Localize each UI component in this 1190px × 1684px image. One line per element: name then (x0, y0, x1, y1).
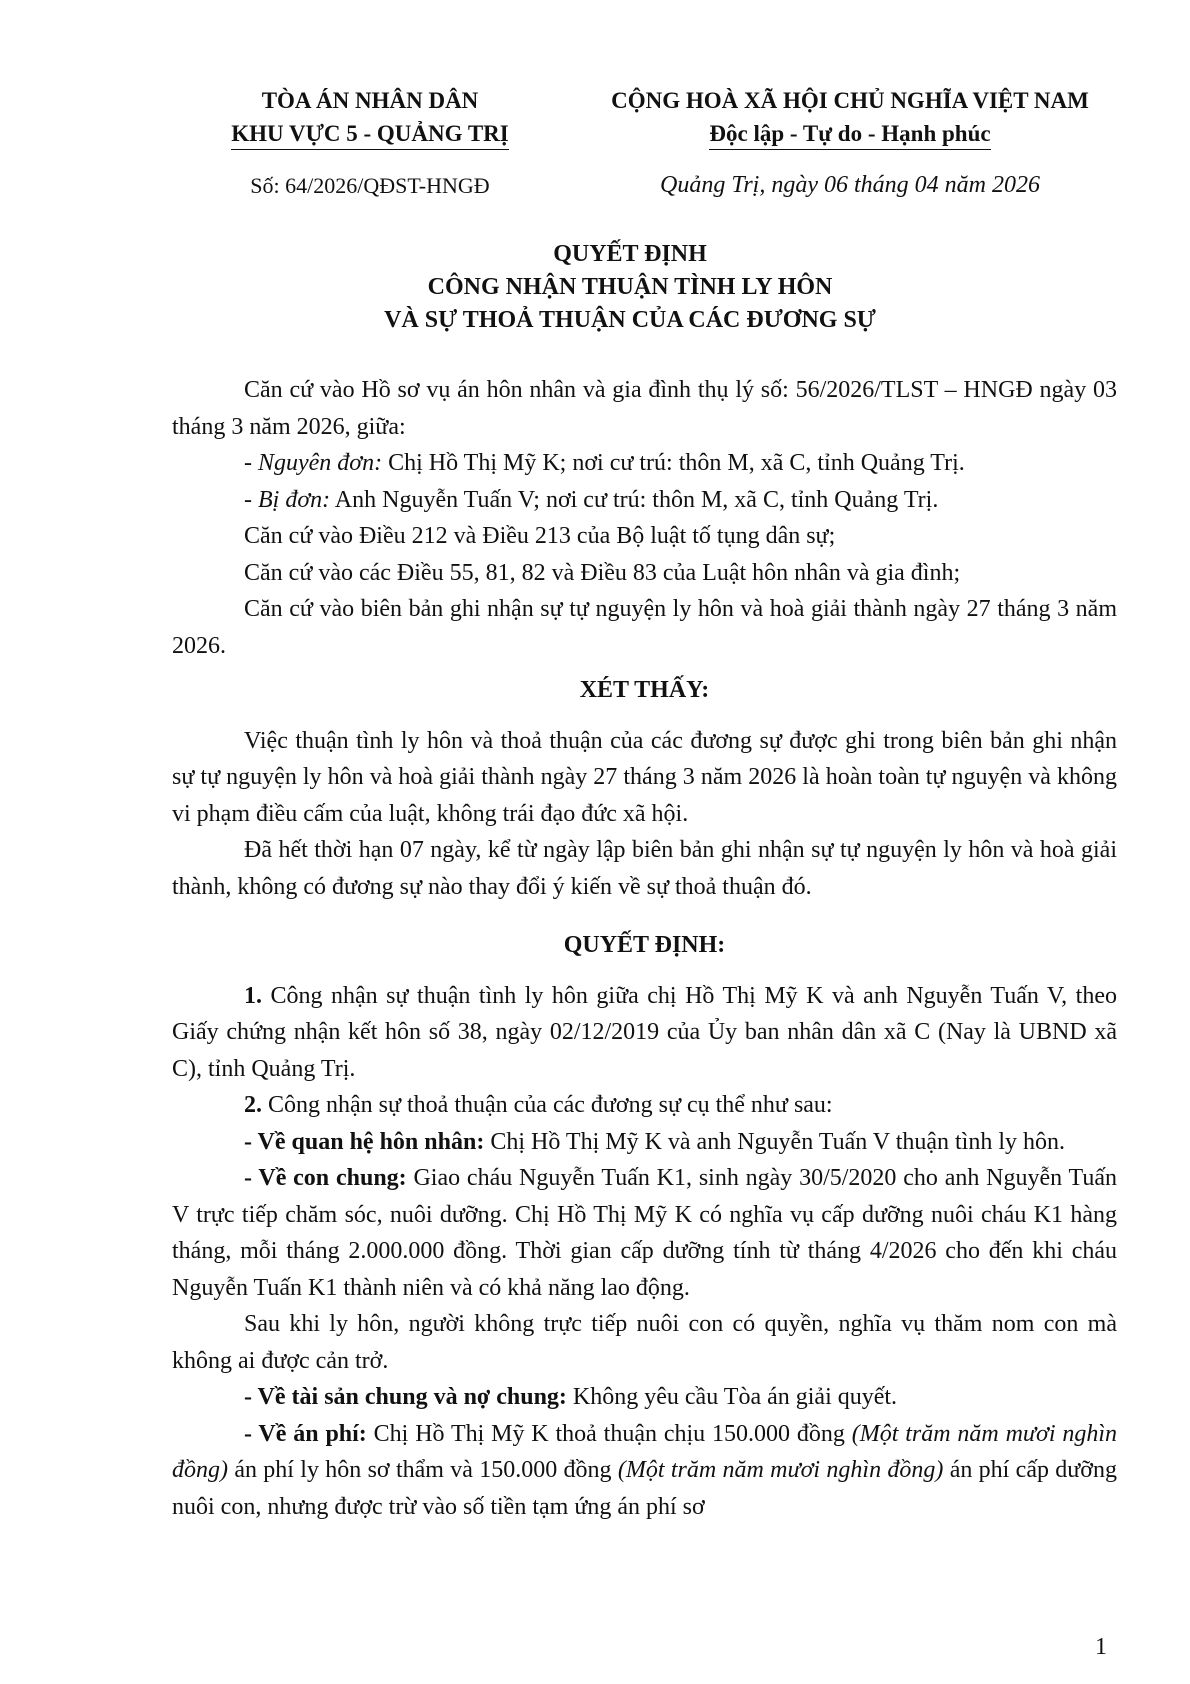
decision-item-2 (172, 1087, 1117, 1124)
court-region: KHU VỰC 5 - QUẢNG TRỊ (231, 119, 509, 150)
document-number: Số: 64/2026/QĐST-HNGĐ (250, 173, 490, 198)
page-number: 1 (1095, 1634, 1107, 1660)
defendant-line (172, 482, 1117, 519)
item-1-number: 1. (244, 982, 262, 1009)
court-name: TÒA ÁN NHÂN DÂN (261, 88, 479, 113)
property-clause (172, 1379, 1117, 1416)
basis-paragraph-3: Căn cứ vào các Điều 55, 81, 82 và Điều 83 của Luật hôn nhân và gia đình; (244, 559, 961, 586)
court-header (185, 84, 555, 150)
marriage-clause (172, 1124, 1117, 1161)
plaintiff-text: Chị Hồ Thị Mỹ K; nơi cư trú: thôn M, xã C, tỉnh Quảng Trị. (382, 450, 965, 476)
marriage-label: - Về quan hệ hôn nhân: (244, 1128, 485, 1155)
findings-paragraph-1: Việc thuận tình ly hôn và thoả thuận của các đương sự được ghi trong biên bản ghi nhận sự tự nguyện ly hôn và hoà giải thành ngày 27 tháng 3 năm 2026 là hoàn toàn tự nguyện và không vi phạm điều cấm của luật, không trái đạo đức xã hội. (172, 727, 1117, 827)
national-motto: Độc lập - Tự do - Hạnh phúc (709, 119, 990, 150)
defendant-label: - Bị đơn: (244, 486, 331, 513)
basis-paragraph-4: Căn cứ vào biên bản ghi nhận sự tự nguyện ly hôn và hoà giải thành ngày 27 tháng 3 năm 2026. (172, 596, 1117, 659)
item-1-text: Công nhận sự thuận tình ly hôn giữa chị Hồ Thị Mỹ K và anh Nguyễn Tuấn V, theo Giấy chứng nhận kết hôn số 38, ngày 02/12/2019 của Ủy ban nhân dân xã C (Nay là UBND xã C), tỉnh Quảng Trị. (172, 982, 1117, 1082)
property-text: Không yêu cầu Tòa án giải quyết. (566, 1384, 898, 1410)
document-body (172, 372, 1117, 1525)
findings-heading: XÉT THẤY: (579, 677, 710, 703)
fee-amount-words-1: (Một trăm năm mươi nghìn đồng) (172, 1420, 1118, 1483)
basis-paragraph-2: Căn cứ vào Điều 212 và Điều 213 của Bộ luật tố tụng dân sự; (244, 523, 836, 549)
marriage-text: Chị Hồ Thị Mỹ K và anh Nguyễn Tuấn V thuận tình ly hôn. (484, 1128, 1066, 1155)
visitation-clause: Sau khi ly hôn, người không trực tiếp nuôi con có quyền, nghĩa vụ thăm nom con mà không ai được cản trở. (172, 1311, 1117, 1374)
item-2-number: 2. (244, 1092, 262, 1118)
decision-item-1 (172, 978, 1117, 1088)
fee-label: - Về án phí: (244, 1420, 367, 1447)
document-date: Quảng Trị, ngày 06 tháng 04 năm 2026 (659, 172, 1040, 198)
child-label: - Về con chung: (244, 1165, 407, 1191)
item-2-text: Công nhận sự thoả thuận của các đương sự cụ thể như sau: (262, 1092, 833, 1118)
nation-name: CỘNG HOÀ XÃ HỘI CHỦ NGHĨA VIỆT NAM (611, 88, 1089, 113)
decision-heading: QUYẾT ĐỊNH: (563, 932, 726, 958)
child-text: Giao cháu Nguyễn Tuấn K1, sinh ngày 30/5/2020 cho anh Nguyễn Tuấn V trực tiếp chăm sóc, nuôi dưỡng. Chị Hồ Thị Mỹ K có nghĩa vụ cấp dưỡng nuôi cháu K1 hàng tháng, mỗi tháng 2.000.000 đồng. Thời gian cấp dưỡng tính từ tháng 4/2026 cho đến khi cháu Nguyễn Tuấn K1 thành niên và có khả năng lao động. (172, 1165, 1117, 1301)
title-line-1: QUYẾT ĐỊNH (553, 241, 707, 267)
document-title (150, 238, 1110, 337)
plaintiff-line (172, 445, 1117, 482)
findings-paragraph-2: Đã hết thời hạn 07 ngày, kể từ ngày lập biên bản ghi nhận sự tự nguyện ly hôn và hoà giải thành, không có đương sự nào thay đổi ý kiến về sự thoả thuận đó. (172, 837, 1117, 900)
plaintiff-label: - Nguyên đơn: (244, 450, 383, 476)
basis-paragraph-1: Căn cứ vào Hồ sơ vụ án hôn nhân và gia đình thụ lý số: 56/2026/TLST – HNGĐ ngày 03 tháng 3 năm 2026, giữa: (172, 377, 1117, 440)
title-line-3: VÀ SỰ THOẢ THUẬN CỦA CÁC ĐƯƠNG SỰ (384, 307, 876, 333)
fee-text-1: Chị Hồ Thị Mỹ K thoả thuận chịu 150.000 đồng (366, 1420, 852, 1447)
fee-clause (172, 1416, 1117, 1526)
fee-text-2: án phí ly hôn sơ thẩm và 150.000 đồng (228, 1457, 618, 1483)
defendant-text: Anh Nguyễn Tuấn V; nơi cư trú: thôn M, xã C, tỉnh Quảng Trị. (330, 486, 939, 513)
fee-amount-words-2: (Một trăm năm mươi nghìn đồng) (617, 1457, 944, 1483)
child-clause (172, 1160, 1117, 1306)
fee-text-3: án phí cấp dưỡng nuôi con, nhưng được trừ vào số tiền tạm ứng án phí sơ (172, 1457, 1118, 1520)
title-line-2: CÔNG NHẬN THUẬN TÌNH LY HÔN (427, 274, 833, 300)
national-header (560, 84, 1140, 150)
property-label: - Về tài sản chung và nợ chung: (244, 1384, 567, 1410)
